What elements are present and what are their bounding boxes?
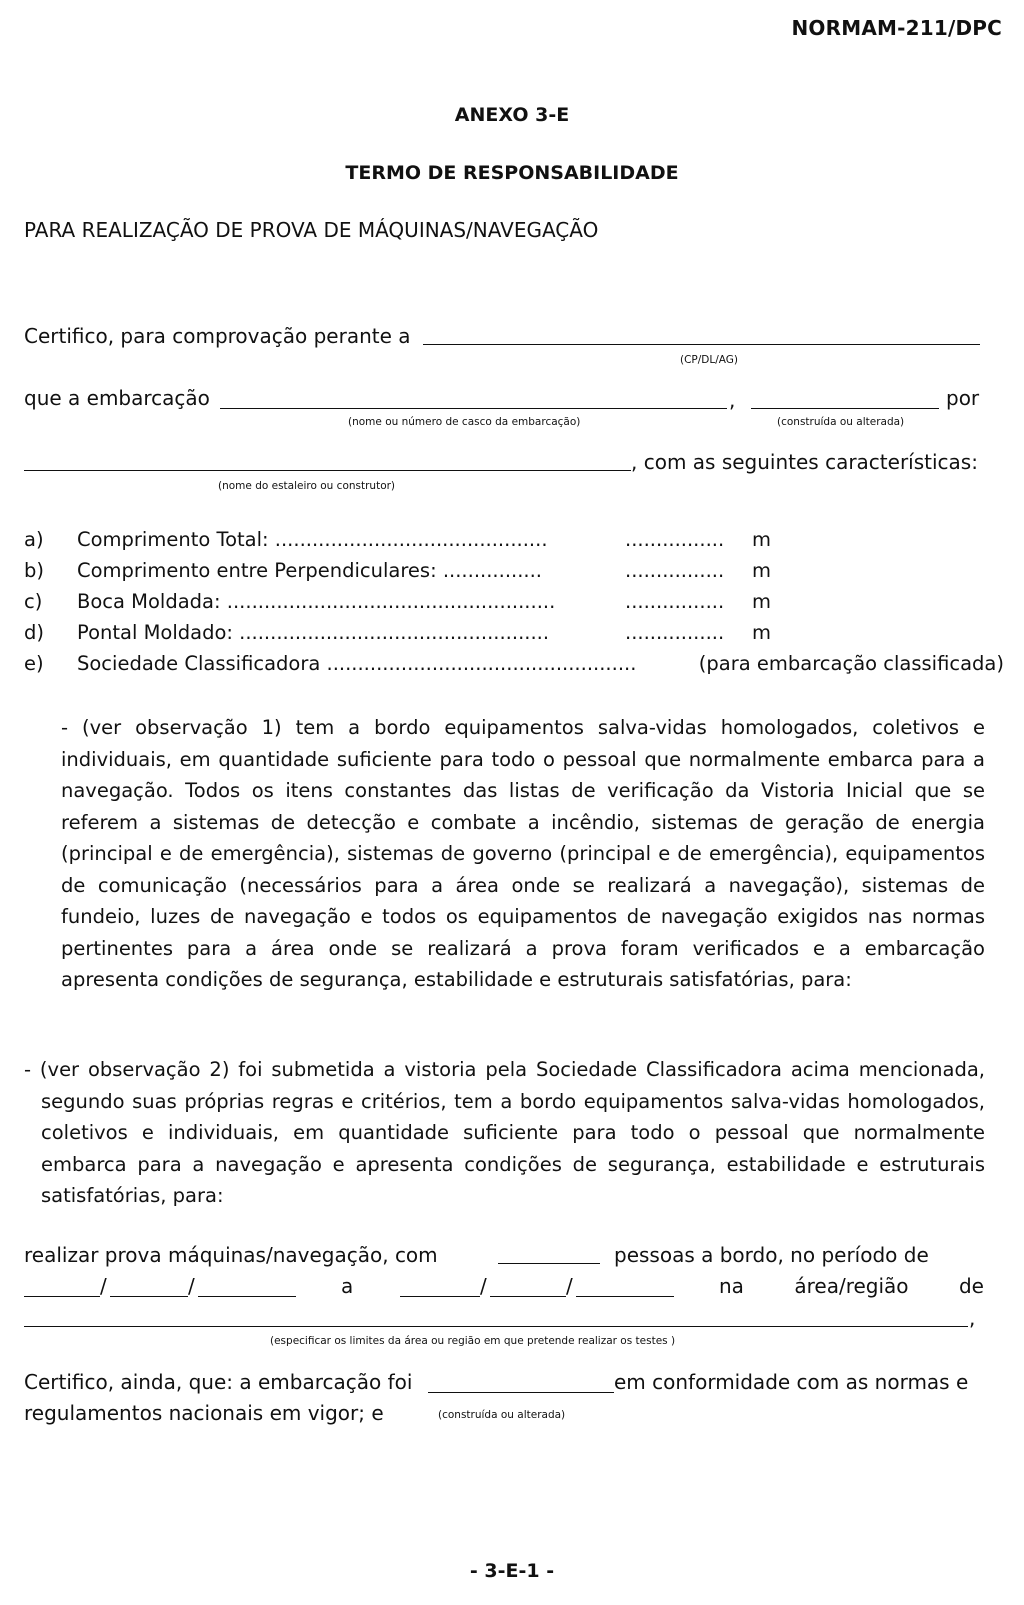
item-label: b): [24, 559, 44, 582]
item-value-field[interactable]: ................: [625, 621, 725, 644]
item-unit: m: [752, 559, 771, 582]
shipyard-hint: (nome do estaleiro ou construtor): [218, 480, 396, 492]
authority-field[interactable]: [423, 344, 980, 345]
item-unit: m: [752, 590, 771, 613]
certify-line3-text: , com as seguintes características:: [631, 450, 978, 474]
item-note: (para embarcação classificada): [698, 652, 1004, 675]
line2-by: por: [946, 386, 980, 410]
observation-2-paragraph: [24, 1054, 985, 1212]
item-value-field[interactable]: ................: [625, 528, 725, 551]
vessel-name-field[interactable]: [220, 408, 727, 409]
region-label: na área/região de: [719, 1274, 984, 1298]
line2-comma: ,: [729, 388, 736, 412]
start-month-field[interactable]: [110, 1296, 188, 1297]
subtitle: PARA REALIZAÇÃO DE PROVA DE MÁQUINAS/NAVEGAÇÃO: [24, 218, 599, 242]
characteristic-row: [24, 590, 1004, 620]
item-text: Comprimento Total: ............................................: [77, 528, 548, 551]
built-altered-field[interactable]: [751, 408, 939, 409]
item-text: Sociedade Classificadora ..................................................: [77, 652, 637, 675]
shipyard-field[interactable]: [24, 470, 631, 471]
characteristic-row: [24, 652, 1004, 682]
date-slash: /: [100, 1274, 107, 1298]
observation-1-paragraph: - (ver observação 1) tem a bordo equipamentos salva-vidas homologados, coletivos e individuais, em quantidade suficiente para todo o pessoal que normalmente embarca para a navegação. Todos os itens constantes das listas de verificação da Vistoria Inicial que se referem a sistemas de detecção e combate a incêndio, sistemas de geração de energia (principal e de emergência), sistemas de governo (principal e de emergência), equipamentos de comunicação (necessários para a área onde se realizará a navegação), sistemas de fundeio, luzes de navegação e todos os equipamentos de navegação exigidos nas normas pertinentes para a área onde se realizará a prova foram verificados e a embarcação apresenta condições de segurança, estabilidade e estruturais satisfatórias, para:: [61, 716, 985, 991]
item-value-field[interactable]: ................: [625, 559, 725, 582]
authority-hint: (CP/DL/AG): [680, 354, 739, 366]
date-slash: /: [188, 1274, 195, 1298]
end-month-field[interactable]: [490, 1296, 566, 1297]
start-day-field[interactable]: [24, 1296, 100, 1297]
item-text: Boca Moldada: .....................................................: [77, 590, 556, 613]
page-number: - 3-E-1 -: [469, 1560, 555, 1582]
final-built-altered-field[interactable]: [428, 1392, 614, 1393]
observation-2-text: - (ver observação 2) foi submetida a vistoria pela Sociedade Classificadora acima mencionada, segundo suas próprias regras e critérios, tem a bordo equipamentos salva-vidas homologados, coletivos e individuais, em quantidade suficiente para todo o pessoal que normalmente embarca para a navegação e apresenta condições de segurança, estabilidade e estruturais satisfatórias, para:: [24, 1058, 985, 1207]
final-line1-a: Certifico, ainda, que: a embarcação foi: [24, 1370, 413, 1394]
start-year-field[interactable]: [198, 1296, 296, 1297]
trial-line1-b: pessoas a bordo, no período de: [614, 1243, 929, 1267]
date-to: a: [341, 1274, 354, 1298]
region-field[interactable]: [24, 1326, 968, 1327]
end-year-field[interactable]: [576, 1296, 674, 1297]
region-comma: ,: [969, 1306, 976, 1330]
characteristic-row: [24, 621, 1004, 651]
certify-line1-text: Certifico, para comprovação perante a: [24, 324, 411, 348]
item-label: d): [24, 621, 44, 644]
item-value-field[interactable]: ................: [625, 590, 725, 613]
term-title: TERMO DE RESPONSABILIDADE: [345, 162, 679, 184]
item-label: a): [24, 528, 44, 551]
certify-line2-text: que a embarcação: [24, 386, 210, 410]
item-text: Comprimento entre Perpendiculares: ................: [77, 559, 543, 582]
region-hint: (especificar os limites da área ou região em que pretende realizar os testes ): [270, 1335, 676, 1347]
vessel-name-hint: (nome ou número de casco da embarcação): [348, 416, 581, 428]
final-line1-b: em conformidade com as normas e: [614, 1370, 969, 1394]
annex-title: ANEXO 3-E: [454, 104, 570, 126]
end-day-field[interactable]: [400, 1296, 480, 1297]
document-code: NORMAM-211/DPC: [791, 16, 1002, 40]
item-text: Pontal Moldado: ..................................................: [77, 621, 550, 644]
trial-line1-a: realizar prova máquinas/navegação, com: [24, 1243, 438, 1267]
characteristic-row: [24, 528, 1004, 558]
item-label: e): [24, 652, 44, 675]
date-slash: /: [566, 1274, 573, 1298]
final-line2: regulamentos nacionais em vigor; e: [24, 1401, 384, 1425]
date-slash: /: [480, 1274, 487, 1298]
people-count-field[interactable]: [498, 1263, 600, 1264]
item-label: c): [24, 590, 43, 613]
final-hint: (construída ou alterada): [438, 1409, 566, 1421]
characteristic-row: [24, 559, 1004, 589]
item-unit: m: [752, 528, 771, 551]
built-altered-hint: (construída ou alterada): [777, 416, 905, 428]
item-unit: m: [752, 621, 771, 644]
